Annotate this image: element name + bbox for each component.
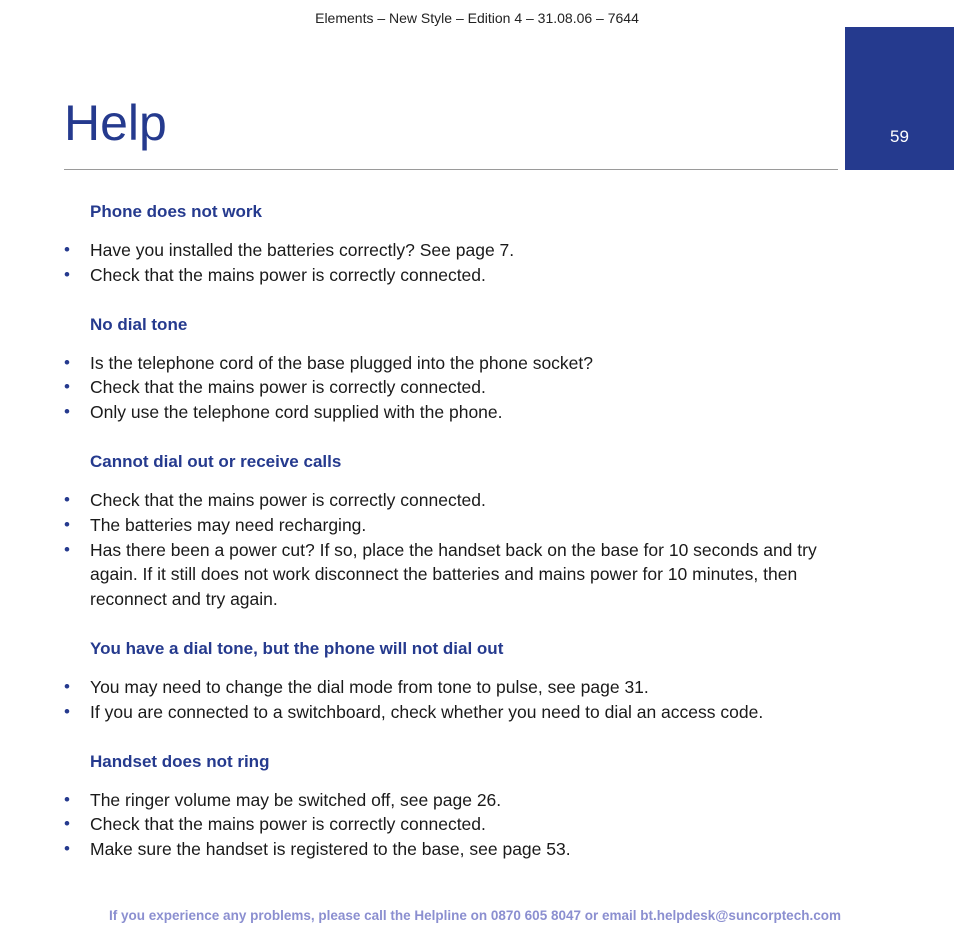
bullet-icon: • <box>64 539 70 559</box>
list-item-text: If you are connected to a switchboard, check whether you need to dial an access code. <box>90 701 764 722</box>
bullet-icon: • <box>64 789 70 809</box>
bullet-list <box>64 675 824 725</box>
title-divider <box>64 169 838 170</box>
list-item <box>64 238 824 263</box>
bullet-icon: • <box>64 402 70 422</box>
section-handset-does-not-ring <box>64 750 824 862</box>
page-number: 59 <box>890 127 909 146</box>
list-item <box>64 788 824 813</box>
list-item <box>64 263 824 288</box>
helpline-footer: If you experience any problems, please call the Helpline on 0870 605 8047 or email bt.helpdesk@suncorptech.com <box>109 908 841 923</box>
list-item <box>64 700 824 725</box>
bullet-icon: • <box>64 514 70 534</box>
section-phone-does-not-work <box>64 200 824 288</box>
list-item <box>64 837 824 862</box>
section-heading: You have a dial tone, but the phone will not dial out <box>90 638 504 658</box>
bullet-icon: • <box>64 377 70 397</box>
list-item-text: Only use the telephone cord supplied with the phone. <box>90 402 503 423</box>
list-item-text: Check that the mains power is correctly connected. <box>90 377 486 398</box>
section-heading: Handset does not ring <box>90 751 270 771</box>
list-item-text: Has there been a power cut? If so, place the handset back on the base for 10 seconds and try again. If it still does not work disconnect the batteries and mains power for 10 minutes, then reconnect and try again. <box>90 539 817 610</box>
list-item <box>64 675 824 700</box>
page-title: Help <box>64 95 167 151</box>
bullet-list <box>64 788 824 862</box>
bullet-icon: • <box>64 489 70 509</box>
section-heading: Phone does not work <box>90 202 262 221</box>
list-item-text: You may need to change the dial mode from tone to pulse, see page 31. <box>90 676 649 697</box>
edition-header: Elements – New Style – Edition 4 – 31.08.06 – 7644 <box>315 10 639 26</box>
page-number-tab <box>845 27 954 170</box>
list-item <box>64 375 824 400</box>
list-item <box>64 513 824 538</box>
section-heading: Cannot dial out or receive calls <box>90 451 342 471</box>
list-item-text: Make sure the handset is registered to the base, see page 53. <box>90 839 571 860</box>
list-item <box>64 400 824 425</box>
list-item <box>64 812 824 837</box>
bullet-list <box>64 351 824 425</box>
section-heading: No dial tone <box>90 314 188 334</box>
list-item-text: Check that the mains power is correctly connected. <box>90 264 486 285</box>
list-item-text: Is the telephone cord of the base plugged into the phone socket? <box>90 352 594 373</box>
bullet-icon: • <box>64 676 70 696</box>
list-item-text: Check that the mains power is correctly connected. <box>90 814 486 835</box>
bullet-icon: • <box>64 264 70 284</box>
section-dial-tone-no-dial-out <box>64 637 824 725</box>
list-item-text: Have you installed the batteries correctly? See page 7. <box>90 240 515 260</box>
help-content <box>64 200 824 887</box>
bullet-icon: • <box>64 814 70 834</box>
bullet-icon: • <box>64 352 70 372</box>
bullet-list <box>64 238 824 288</box>
bullet-icon: • <box>64 701 70 721</box>
bullet-icon: • <box>64 240 70 259</box>
list-item <box>64 488 824 513</box>
bullet-list <box>64 488 824 612</box>
list-item-text: The ringer volume may be switched off, see page 26. <box>90 789 502 810</box>
list-item <box>64 538 824 612</box>
section-no-dial-tone <box>64 313 824 425</box>
list-item-text: The batteries may need recharging. <box>90 514 367 535</box>
bullet-icon: • <box>64 839 70 859</box>
list-item-text: Check that the mains power is correctly connected. <box>90 489 486 510</box>
list-item <box>64 351 824 376</box>
section-cannot-dial-out <box>64 450 824 612</box>
